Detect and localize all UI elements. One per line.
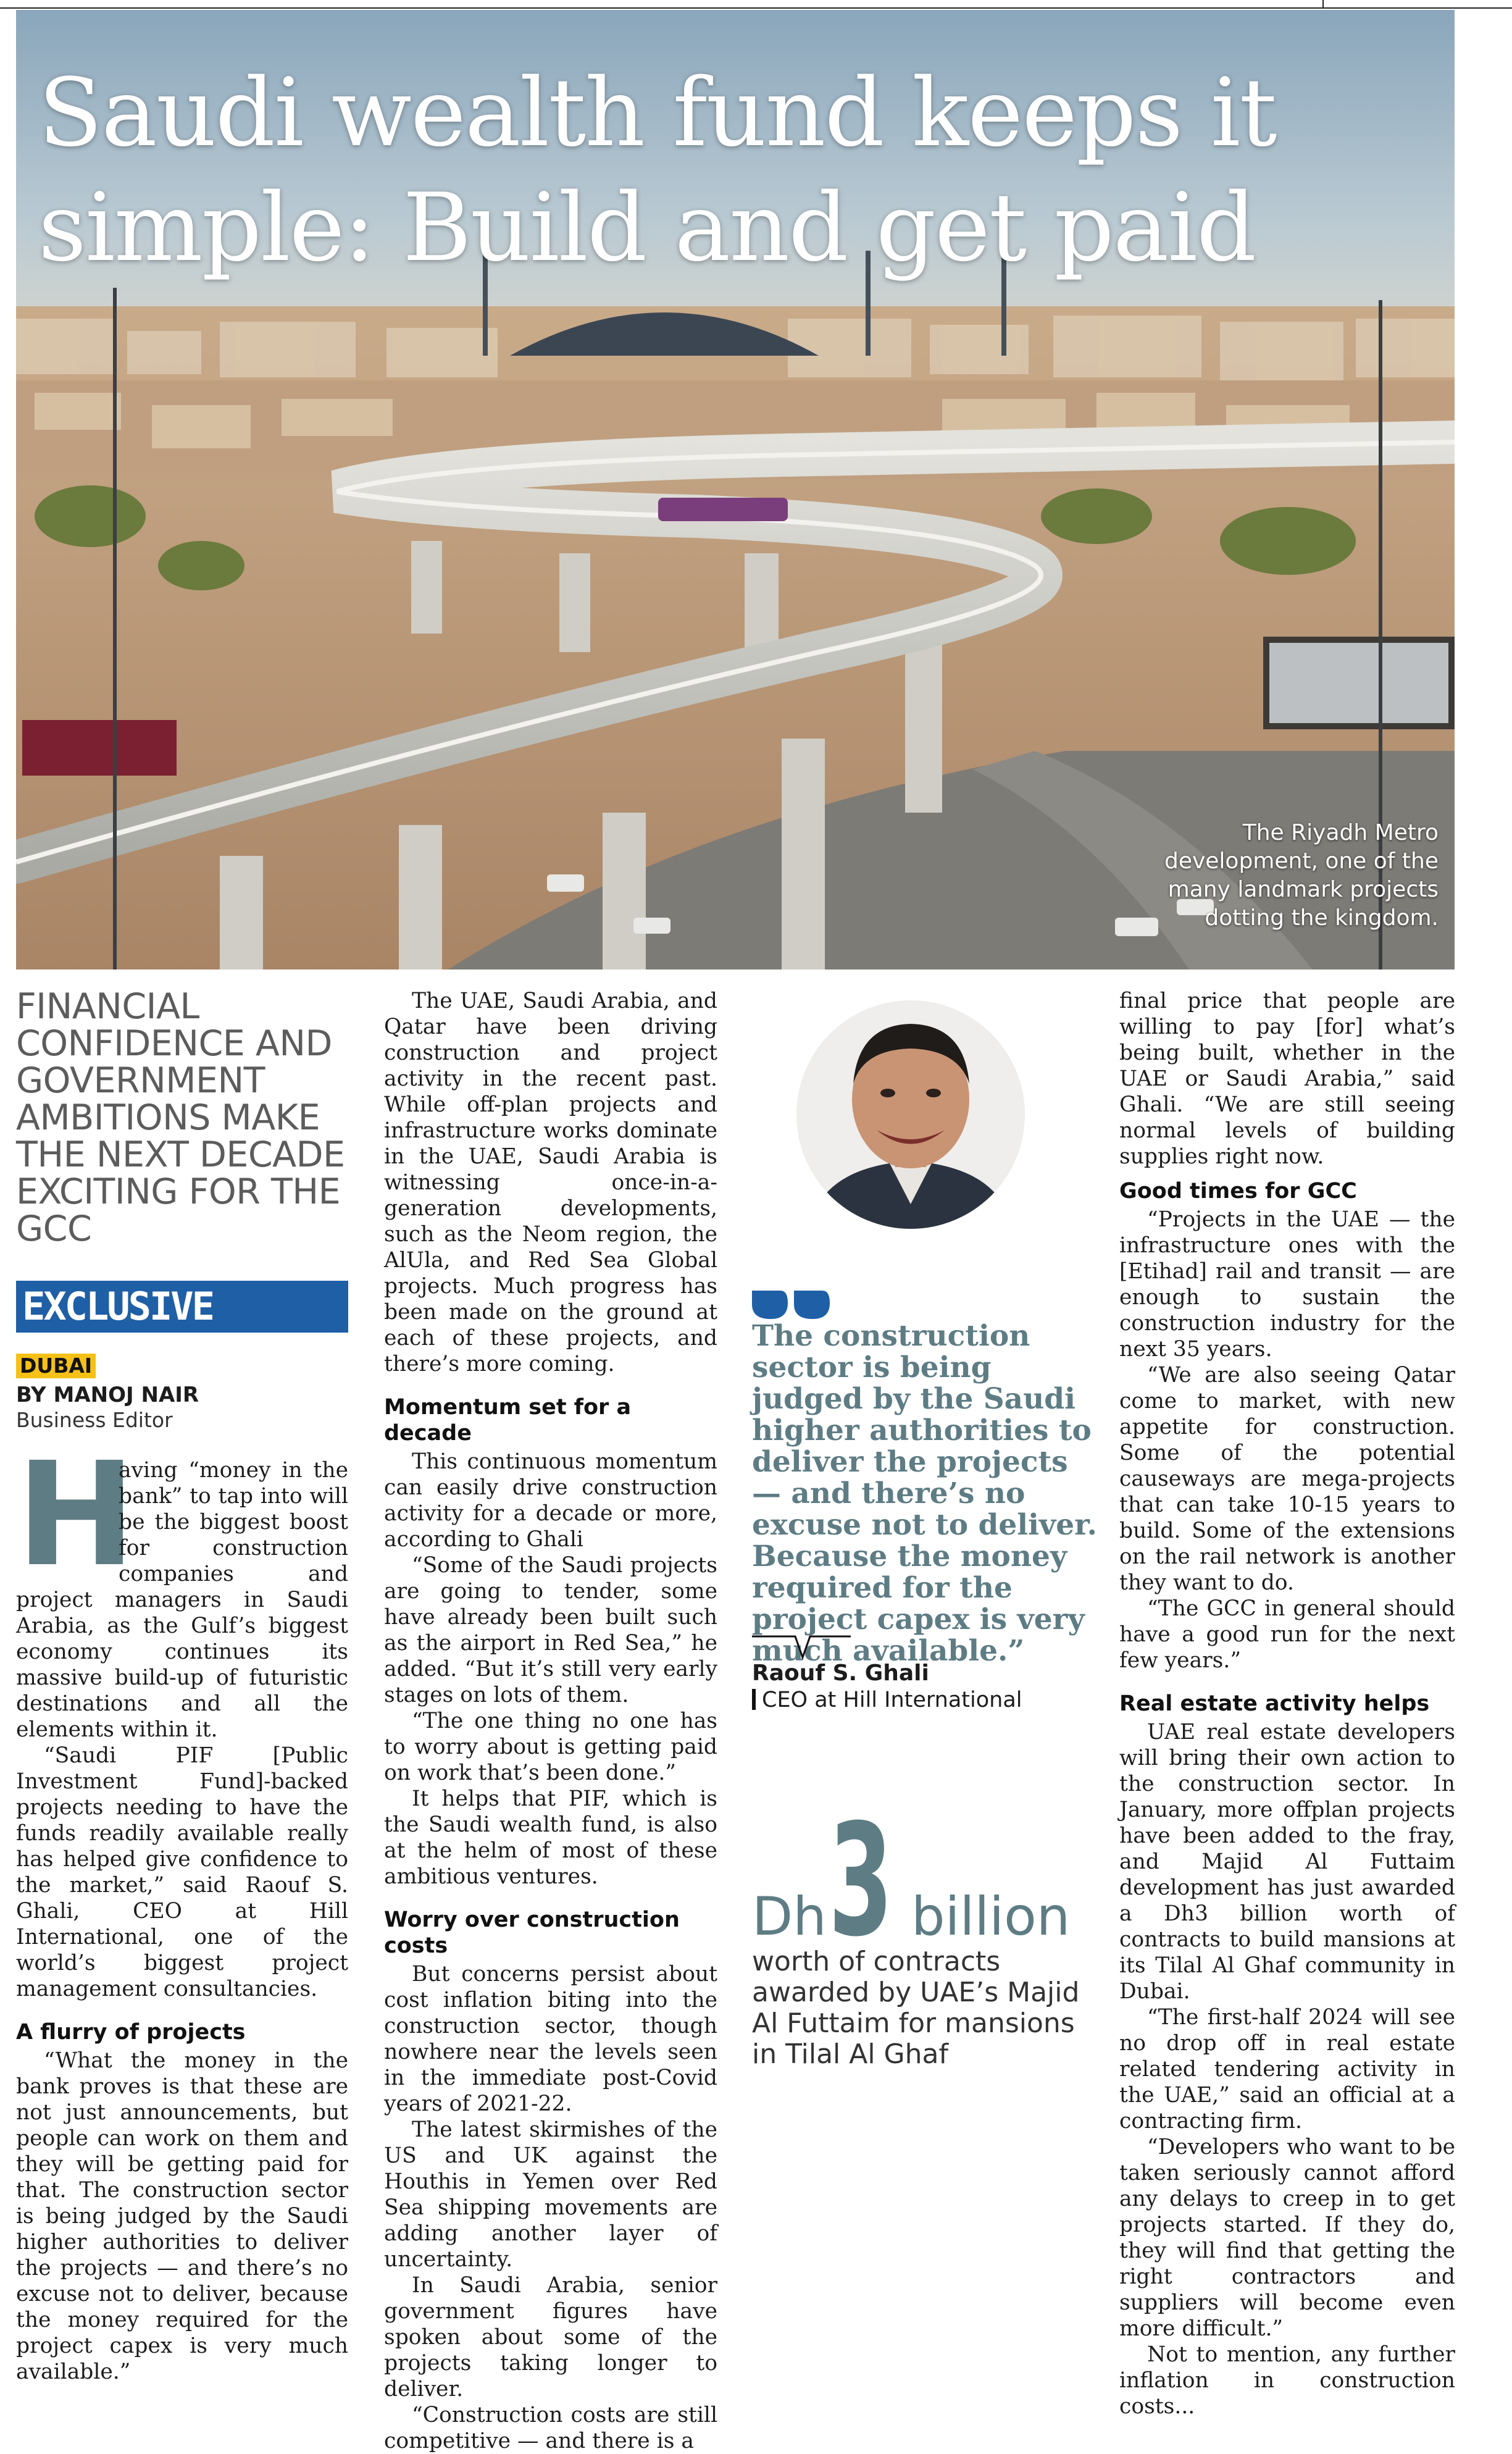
paragraph: UAE real estate developers will bring their own action to the construction sector. In January, more offplan projects have been added to the fray, and Majid Al Futtaim development has just awarded a Dh3 billion worth of contracts to build mansions at its Tilal Al Ghaf community in Dubai. bbox=[1119, 1720, 1455, 2004]
pull-quote: The construction sector is being judged by the Saudi higher authorities to deliver the projects — and there’s no excuse not to deliver. Because the money required for the project capex is very much available.” bbox=[752, 1319, 1097, 1668]
subhead: A flurry of projects bbox=[16, 2020, 246, 2045]
stat-description: worth of contracts awarded by UAE’s Majid Al Futtaim for mansions in Tilal Al Ghaf bbox=[752, 1946, 1080, 2070]
byline: BY MANOJ NAIR bbox=[16, 1383, 199, 1407]
paragraph: “We are also seeing Qatar come to market, with new appetite for construction. Some of the potential causeways are mega-projects that can take 10-15 years to build. Some of the extensions on the rail network is another they want to do. bbox=[1119, 1363, 1455, 1595]
byline-title: Business Editor bbox=[16, 1408, 173, 1432]
paragraph: It helps that PIF, which is the Saudi wealth fund, is also at the helm of most of these ambitious ventures. bbox=[384, 1786, 717, 1889]
paragraph: “The one thing no one has to worry about is getting paid on work that’s been done.” bbox=[384, 1709, 717, 1785]
subhead: Worry over construction costs bbox=[384, 1908, 680, 1958]
paragraph: The latest skirmishes of the US and UK against the Houthis in Yemen over Red Sea shipping movements are adding another layer of uncertainty. bbox=[384, 2117, 717, 2272]
hero-photo bbox=[16, 10, 1455, 969]
headline: Saudi wealth fund keeps it simple: Build and get paid bbox=[38, 58, 1276, 282]
paragraph: “Some of the Saudi projects are going to tender, some have already been built such as the airport in Red Sea,” he added. “But it’s still very early stages on lots of them. bbox=[384, 1553, 717, 1707]
top-rule-tick bbox=[1322, 0, 1324, 9]
paragraph: “What the money in the bank proves is that these are not just announcements, but people can work on them and they will be getting paid for that. The construction sector is being judged by the Saudi higher authorities to deliver the projects — and there’s no excuse not to deliver, because the money required for the project capex is very much available.” bbox=[16, 2048, 348, 2384]
paragraph: “Saudi PIF [Public Investment Fund]-backed projects needing to have the funds readily available really has helped give confidence to the market,” said Raouf S. Ghali, CEO at Hill International, one of the world’s biggest project management consultancies. bbox=[16, 1743, 348, 2001]
photo-caption: The Riyadh Metro development, one of the many landmark projects dotting the kingdom. bbox=[1164, 820, 1439, 931]
exclusive-label: EXCLUSIVE bbox=[16, 1281, 348, 1333]
quote-author-role bbox=[752, 1687, 1022, 1713]
open-quote-icon bbox=[752, 1288, 832, 1321]
portrait-photo bbox=[796, 1000, 1025, 1229]
role-bar bbox=[752, 1689, 756, 1710]
paragraph: The UAE, Saudi Arabia, and Qatar have been driving construction and project activity in the recent past. While off-plan projects and infrastructure works dominate in the UAE, Saudi Arabia is witnessing once-in-a-generation developments, such as the Neom region, the AlUla, and Red Sea Global projects. Much progress has been made on the ground at each of these projects, and there’s more coming. bbox=[384, 989, 717, 1376]
paragraph: aving “money in the bank” to tap into will be the biggest boost for construction companies and project managers in Saudi Arabia, as the Gulf’s biggest economy continues its massive build-up of futuristic destinations and all the elements within it. bbox=[16, 1458, 348, 1742]
paragraph: final price that people are willing to pay [for] what’s being built, whether in the UAE or Saudi Arabia,” said Ghali. “We are still seeing normal levels of building supplies right now. bbox=[1119, 989, 1455, 1169]
column-1 bbox=[16, 988, 348, 2385]
paragraph: But concerns persist about cost inflation biting into the construction sector, though nowhere near the levels seen in the immediate post-Covid years of 2021-22. bbox=[384, 1962, 717, 2116]
dropcap: H bbox=[16, 1431, 136, 1598]
paragraph: “Projects in the UAE — the infrastructure ones with the [Etihad] rail and transit — are enough to sustain the construction industry for the next 35 years. bbox=[1119, 1207, 1455, 1362]
paragraph: “Developers who want to be taken seriously cannot afford any delays to creep in to get projects started. If they do, they will find that getting the right contractors and suppliers will become even more difficult.” bbox=[1119, 2135, 1455, 2341]
quote-author-role-text: CEO at Hill International bbox=[762, 1688, 1022, 1712]
stat-suffix: billion bbox=[911, 1886, 1071, 1948]
dateline: DUBAI bbox=[16, 1354, 96, 1378]
quote-author-name: Raouf S. Ghali bbox=[752, 1660, 929, 1686]
stat-number: 3 bbox=[829, 1791, 888, 1970]
speech-pointer-icon bbox=[752, 1635, 851, 1660]
column-2 bbox=[384, 988, 717, 2454]
subhead: Good times for GCC bbox=[1119, 1179, 1357, 1204]
subhead: Momentum set for a decade bbox=[384, 1395, 632, 1446]
article-body-col1 bbox=[16, 1431, 348, 2385]
paragraph: Not to mention, any further inflation in construction costs... bbox=[1119, 2342, 1455, 2419]
standfirst: FINANCIAL CONFIDENCE AND GOVERNMENT AMBITIONS MAKE THE NEXT DECADE EXCITING FOR THE GCC bbox=[16, 986, 345, 1249]
paragraph: This continuous momentum can easily drive construction activity for a decade or more, according to Ghali bbox=[384, 1449, 717, 1552]
paragraph: In Saudi Arabia, senior government figures have spoken about some of the projects taking longer to deliver. bbox=[384, 2273, 717, 2402]
top-rule bbox=[0, 7, 1512, 9]
column-4 bbox=[1119, 988, 1455, 2419]
stat-prefix: Dh bbox=[752, 1886, 827, 1948]
portrait-illustration bbox=[796, 1000, 1025, 1229]
paragraph: “The GCC in general should have a good run for the next few years.” bbox=[1119, 1596, 1455, 1673]
paragraph: “Construction costs are still competitive — and there is a bbox=[384, 2403, 717, 2453]
subhead: Real estate activity helps bbox=[1119, 1691, 1430, 1716]
paragraph: “The first-half 2024 will see no drop off in real estate related tendering activity in the UAE,” said an official at a contracting firm. bbox=[1119, 2005, 1455, 2134]
